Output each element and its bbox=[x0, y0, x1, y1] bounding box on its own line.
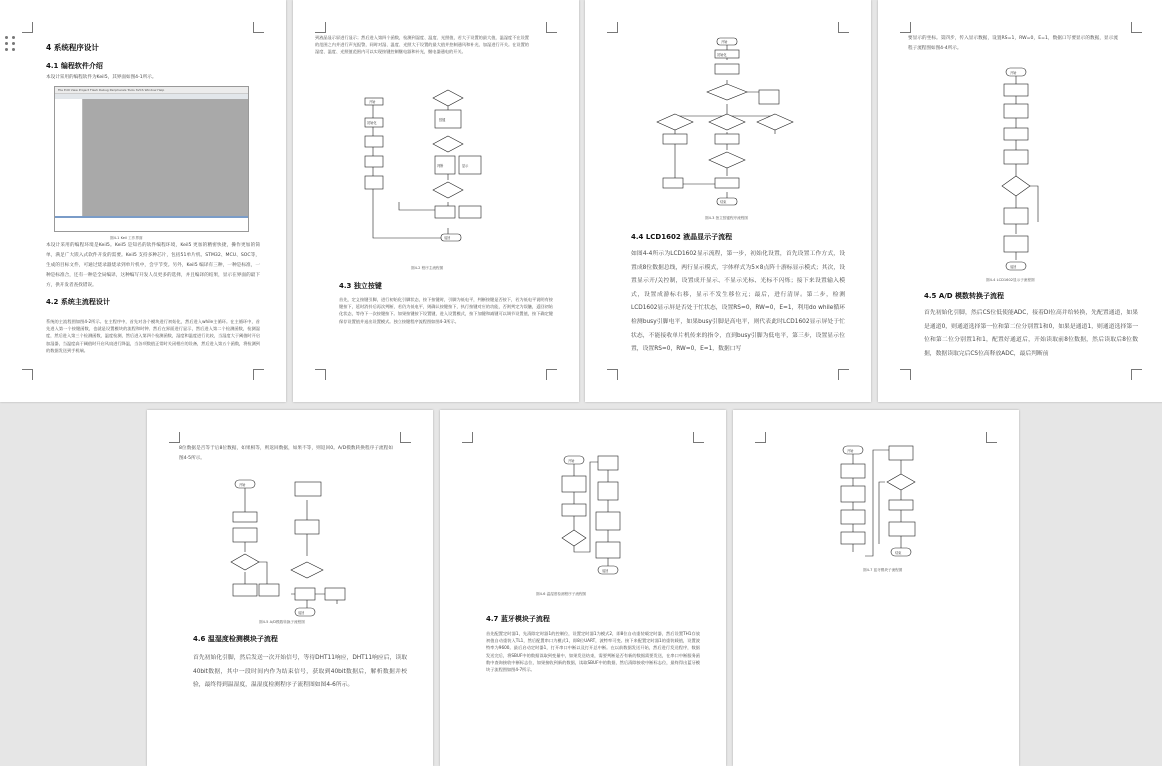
crop-mark bbox=[900, 369, 911, 380]
build-output-pane bbox=[55, 216, 248, 231]
main-flowchart bbox=[363, 84, 503, 256]
crop-mark bbox=[253, 22, 264, 33]
flow-return-label: 返回 bbox=[444, 236, 451, 240]
heading-dev-software: 4.1 编程软件介绍 bbox=[46, 62, 103, 70]
flow-start-label: 开始 bbox=[1010, 71, 1017, 75]
doc-page-5 bbox=[147, 410, 433, 766]
flow-return-label: 返回 bbox=[298, 611, 305, 615]
heading-temp: 4.6 温湿度检测模块子流程 bbox=[193, 635, 278, 643]
crop-mark bbox=[755, 432, 766, 443]
crop-mark bbox=[838, 22, 849, 33]
crop-mark bbox=[986, 432, 997, 443]
flow-start-label: 开始 bbox=[369, 100, 376, 104]
doc-page-2 bbox=[293, 0, 579, 402]
crop-mark bbox=[1131, 22, 1142, 33]
flow-end-label: 结束 bbox=[720, 200, 727, 204]
lcd-flowchart bbox=[996, 64, 1056, 276]
heading-lcd: 4.4 LCD1602 液晶显示子流程 bbox=[631, 233, 733, 241]
figure-caption: 图4-6 温湿度检测程序子流程图 bbox=[536, 592, 587, 596]
doc-page-4 bbox=[878, 0, 1162, 402]
flow-init-label: 初始化 bbox=[717, 53, 727, 57]
doc-page-3 bbox=[585, 0, 871, 402]
doc-page-6 bbox=[440, 410, 726, 766]
doc-page-7 bbox=[733, 410, 1019, 766]
bluetooth-flowchart bbox=[839, 444, 929, 562]
figure-caption: 图4-1 Keil 工作界面 bbox=[110, 236, 143, 240]
crop-mark bbox=[900, 22, 911, 33]
flow-init-label: 初始化 bbox=[367, 121, 377, 125]
flow-return-label: 返回 bbox=[602, 569, 609, 573]
paragraph: 本设计采用的编程环境是Keil5。Keil5 是知名的软件编程环境，Keil5 更加的精密快捷，操作更加的简单，满足广大嵌入式软件开发的需要。Keil5 支持多种芯片，包括51单片机、STM32、MCU、SOC等，生成的目标文件，可通过烧录器烧录到单片机中，会字节变。另外，Keil5 编译有三种，一种是标准，一种是标准合，还有一种是全局编译，这种编写开发人员更多的选择，并且编译的结果，显示在界面的最下方，供开发者查找错误。 bbox=[46, 243, 260, 288]
editor-area bbox=[83, 99, 248, 218]
paragraph: 首先初始化引脚，然后发送一次开始信号，等待DHT11响应，DHT11响应后，读取40bit数据，其中一段时间内作为结束信号，获取到40bit数据后，解析数据并校验，最终得到温湿度，温湿度检测程序子流程图如图4-6所示。 bbox=[193, 655, 407, 689]
heading-adc: 4.5 A/D 模数转换子流程 bbox=[924, 292, 1005, 300]
key-flowchart bbox=[635, 34, 805, 214]
crop-mark bbox=[693, 432, 704, 443]
crop-mark bbox=[400, 432, 411, 443]
paragraph: 8位数据是否等于后8位数据，如果相等，则返回数据，如果不等，则返回0。A/D模数转换程序子流程如图4-5所示。 bbox=[179, 446, 393, 461]
flow-start-label: 开始 bbox=[847, 449, 854, 453]
paragraph: 首先配置定时器1，先清除定时器1的控制位，设置定时器1为模式2，即8位自动重装载定时器，然后设置TH1存放初值自动重装入TL1，然后配置串口为模式1，即8位UART，波特率可变。接下来配置定时器1的重装载值，设置波特率为9600。最后启动定时器1，打开串口中断以及打开总中断。在以前数据发送开始，然后进行发送程序，数据发送完后，将SBUF中的数据读取到变量中，如果发送结束，需要判断是否有新的数据需要发送，在串口中断服务函数中查询接收中断标志位，如果接收到新的数据，读取SBUF中的数据，然后清除接收中断标志位，最终得出蓝牙模块子流程图如图4-7所示。 bbox=[486, 631, 700, 673]
crop-mark bbox=[22, 369, 33, 380]
flow-start-label: 开始 bbox=[568, 459, 575, 463]
flow-end-label: 结束 bbox=[895, 551, 902, 555]
keil-screenshot bbox=[54, 86, 249, 232]
crop-mark bbox=[607, 22, 618, 33]
crop-mark bbox=[462, 432, 473, 443]
project-pane bbox=[55, 99, 83, 218]
flow-start-label: 开始 bbox=[239, 483, 246, 487]
heading-system-design: 4 系统程序设计 bbox=[46, 43, 99, 52]
heading-main-flow: 4.2 系统主流程设计 bbox=[46, 298, 110, 306]
crop-mark bbox=[607, 369, 618, 380]
crop-mark bbox=[253, 369, 264, 380]
flow-start-label: 开始 bbox=[721, 40, 728, 44]
crop-mark bbox=[315, 22, 326, 33]
software-menubar: File Edit View Project Flash Debug Peripherals Tools SVCS Window Help bbox=[55, 87, 248, 94]
figure-caption: 图4-4 LCD1602显示子流程图 bbox=[986, 278, 1035, 282]
figure-caption: 图4-3 独立按键程序流程图 bbox=[705, 216, 748, 220]
drag-handle-icon[interactable] bbox=[5, 36, 17, 52]
temp-flowchart bbox=[560, 454, 630, 580]
paragraph: 系统的主流程图如图4-2所示。在主程序中，首先对各个模块进行初始化，然后进入while主循环。在主循环中，首先进入第一个按键函数，也就是设置模块的流程和时钟、然后在界面进行显示，然后进入第二个检测函数，检测湿度，然后进入第三个检测函数，温度检测，然后进入第四个检测函数，湿度和温度进行比较，当湿度大于阈值时开启加湿器，当温度高于阈值时开启风扇进行降温，当各项数值正常时关闭相应的设备，然后进入第五个函数，将检测到的数据发送到手机端。 bbox=[46, 319, 260, 353]
heading-bluetooth: 4.7 蓝牙模块子流程 bbox=[486, 615, 550, 623]
crop-mark bbox=[315, 369, 326, 380]
flow-display-label: 显示 bbox=[462, 164, 469, 168]
flow-judge-label: 判断 bbox=[437, 164, 444, 168]
paragraph: 首先，定义按键引脚，进行初始化引脚状态，按下按键时，引脚为低电平，判断按键是否按下，若为低电平说明有按键按下，延时消抖后再次判断，若仍为低电平，则确认按键按下，执行按键对应的功能，否则判定为误触，返回初始化状态，等待下一次按键按下。如果按键按下设置键，进入设置模式，按下加键和减键可以调节设置值，按下确定键保存设置值并退出设置模式。独立按键程序流程图如图4-3所示。 bbox=[339, 297, 553, 324]
crop-mark bbox=[546, 369, 557, 380]
adc-flowchart bbox=[227, 476, 367, 622]
flow-return-label: 返回 bbox=[1010, 265, 1017, 269]
paragraph: 首先初始化引脚，然后CS位低使能ADC，接着DI位高并给转换，先配置通道，如果是通道0，则通道选择第一位和第二位分别置1和0，如果是通道1，则通道选择第一位和第二位分别置1和1，配置好通道后，开始读取前8位数据，然后读取后8位数据，数据读取完后CS位高释放ADC，最后判断前 bbox=[924, 310, 1138, 357]
figure-caption: 图4-7 蓝牙模块子流程图 bbox=[863, 568, 903, 572]
paragraph: 到液晶显示屏进行显示；然后进入第四个函数，检测到湿度、温度、光照值，若大于设置的最大值，温湿度不在设置的范围之内并进行声光报警，同时对湿、温度、光照大于设置的最大值并控制通风和补光、加湿进行开关。在设置的湿度、温度、光照值范围内可以实现按键控制继电器和补光，继电器通电的开关。 bbox=[315, 35, 529, 55]
figure-caption: 图4-5 A/D模数转换子流程图 bbox=[259, 620, 305, 624]
flow-key-label: 按键 bbox=[439, 118, 446, 122]
crop-mark bbox=[838, 369, 849, 380]
paragraph: 要显示的坐标。第四步，传入显示数据，设置RS=1，RW=0，E=1，数据口写要显示的数据，显示流程子流程图如图4-4所示。 bbox=[908, 36, 1118, 51]
heading-keys: 4.3 独立按键 bbox=[339, 282, 382, 290]
paragraph: 如图4-4所示为LCD1602显示流程，第一步，初始化设置，首先设置工作方式，设置成8位数据总线，两行显示模式，字体样式为5×8点阵十游标显示模式；其次，设置显示开/关控制，设置成开显示、不显示光标、光标不闪烁；接下来设置输入模式，设置成游标右移，显示不发生移位元；最后，进行清屏。第二步，检测LCD1602显示屏是否处于忙状态，设置RS=0，RW=0，E=1，利用do while循环检测busy引脚电平，如果busy引脚是高电平，则代表此时LCD1602显示屏处于忙状态，不能接收单片机传来的指令，直到busy引脚为低电平，第三步，设置显示位置，设置RS=0，RW=0，E=1，数据口写 bbox=[631, 251, 845, 353]
figure-caption: 图4-2 程序主流程图 bbox=[411, 266, 444, 270]
paragraph: 本设计采用的编程软件为Keil5，其界面如图4-1所示。 bbox=[46, 75, 157, 80]
doc-page-1 bbox=[0, 0, 286, 402]
crop-mark bbox=[169, 432, 180, 443]
crop-mark bbox=[22, 22, 33, 33]
crop-mark bbox=[546, 22, 557, 33]
